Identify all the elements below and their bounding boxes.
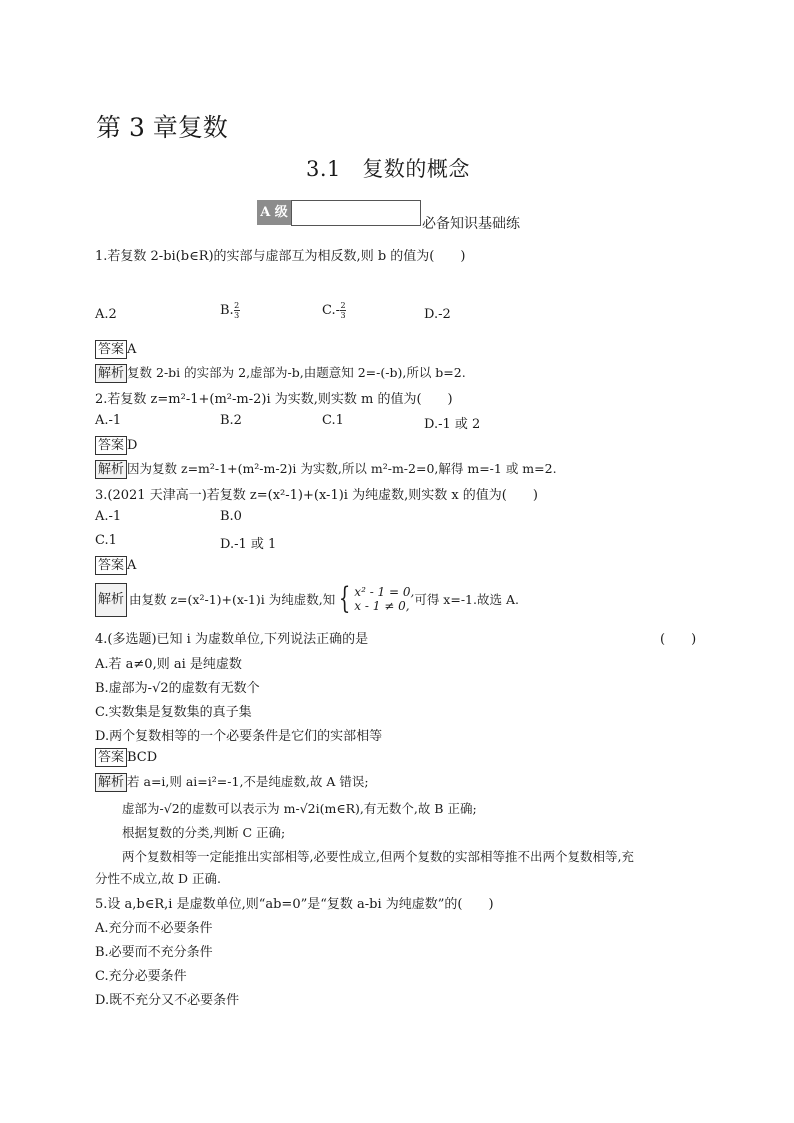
- q2-explanation: 解析 因为复数 z=m²-1+(m²-m-2)i 为实数,所以 m²-m-2=0,解得 m=-1 或 m=2.: [95, 459, 557, 479]
- q2-option-a: A.-1: [95, 413, 122, 428]
- question-5-stem: 5.设 a,b∈R,i 是虚数单位,则“ab=0”是“复数 a-bi 为纯虚数”的( ): [95, 897, 494, 912]
- q4-option-d: D.两个复数相等的一个必要条件是它们的实部相等: [95, 729, 383, 744]
- q1-option-a: A.2: [95, 307, 117, 322]
- q1-option-c: C.- $\frac{2}{3}$: [322, 301, 346, 320]
- q3-option-d: D.-1 或 1: [220, 537, 277, 552]
- q2-option-d: D.-1 或 2: [424, 417, 481, 432]
- question-2-stem: 2.若复数 z=m²-1+(m²-m-2)i 为实数,则实数 m 的值为( ): [95, 392, 453, 407]
- q4-option-a: A.若 a≠0,则 ai 是纯虚数: [95, 657, 242, 672]
- level-tag: A 级: [257, 200, 291, 225]
- q4-answer-bracket: ( ): [660, 632, 697, 647]
- q4-explanation: 解析 若 a=i,则 ai=i²=-1,不是纯虚数,故 A 错误;: [95, 772, 369, 792]
- q4-explanation-line-2: 虚部为-√2的虚数可以表示为 m-√2i(m∈R),有无数个,故 B 正确;: [122, 801, 477, 816]
- explanation-label: 解析: [95, 773, 127, 792]
- level-blank-box: [291, 200, 421, 226]
- q3-answer: 答案 A: [95, 556, 136, 575]
- q1-explanation: 解析 复数 2-bi 的实部为 2,虚部为-b,由题意知 2=-(-b),所以 b=2.: [95, 363, 466, 383]
- answer-label: 答案: [95, 436, 127, 455]
- answer-label: 答案: [95, 748, 127, 767]
- equation-system: x² - 1 = 0, x - 1 ≠ 0,: [354, 585, 415, 613]
- q4-explanation-line-4: 两个复数相等一定能推出实部相等,必要性成立,但两个复数的实部相等推不出两个复数相等,充: [122, 849, 634, 864]
- q4-answer: 答案 BCD: [95, 748, 157, 767]
- q1-option-d: D.-2: [424, 307, 451, 322]
- q2-option-b: B.2: [220, 413, 242, 428]
- q5-option-d: D.既不充分又不必要条件: [95, 993, 240, 1008]
- q5-option-c: C.充分必要条件: [95, 969, 187, 984]
- answer-label: 答案: [95, 556, 127, 575]
- q4-explanation-line-3: 根据复数的分类,判断 C 正确;: [122, 825, 286, 840]
- q3-option-b: B.0: [220, 509, 242, 524]
- question-1-stem: 1.若复数 2-bi(b∈R)的实部与虚部互为相反数,则 b 的值为( ): [95, 249, 466, 264]
- q3-option-a: A.-1: [95, 509, 122, 524]
- q1-answer: 答案 A: [95, 340, 136, 359]
- question-4-stem: 4.(多选题)已知 i 为虚数单位,下列说法正确的是: [95, 632, 369, 647]
- q5-option-b: B.必要而不充分条件: [95, 945, 213, 960]
- q4-option-c: C.实数集是复数集的真子集: [95, 705, 252, 720]
- answer-label: 答案: [95, 340, 127, 359]
- question-3-stem: 3.(2021 天津高一)若复数 z=(x²-1)+(x-1)i 为纯虚数,则实数 x 的值为( ): [95, 488, 538, 503]
- q2-option-c: C.1: [322, 413, 344, 428]
- section-title: 3.1 复数的概念: [306, 157, 470, 181]
- explanation-label: 解析: [95, 364, 127, 383]
- q3-explanation-label: 解析: [95, 583, 127, 617]
- q1-option-b: B. $\frac{2}{3}$: [220, 301, 240, 320]
- level-text: 必备知识基础练: [422, 216, 520, 232]
- explanation-label: 解析: [95, 460, 127, 479]
- q4-explanation-line-5: 分性不成立,故 D 正确.: [95, 871, 221, 886]
- q3-explanation: 由复数 z=(x²-1)+(x-1)i 为纯虚数,知 { x² - 1 = 0, x - 1 ≠ 0, 可得 x=-1.故选 A.: [129, 581, 519, 616]
- q4-option-b: B.虚部为-√2的虚数有无数个: [95, 681, 260, 696]
- chapter-title: 第 3 章复数: [96, 113, 228, 142]
- brace-symbol: {: [339, 581, 351, 616]
- q2-answer: 答案 D: [95, 436, 137, 455]
- q5-option-a: A.充分而不必要条件: [95, 921, 213, 936]
- q3-option-c: C.1: [95, 533, 117, 548]
